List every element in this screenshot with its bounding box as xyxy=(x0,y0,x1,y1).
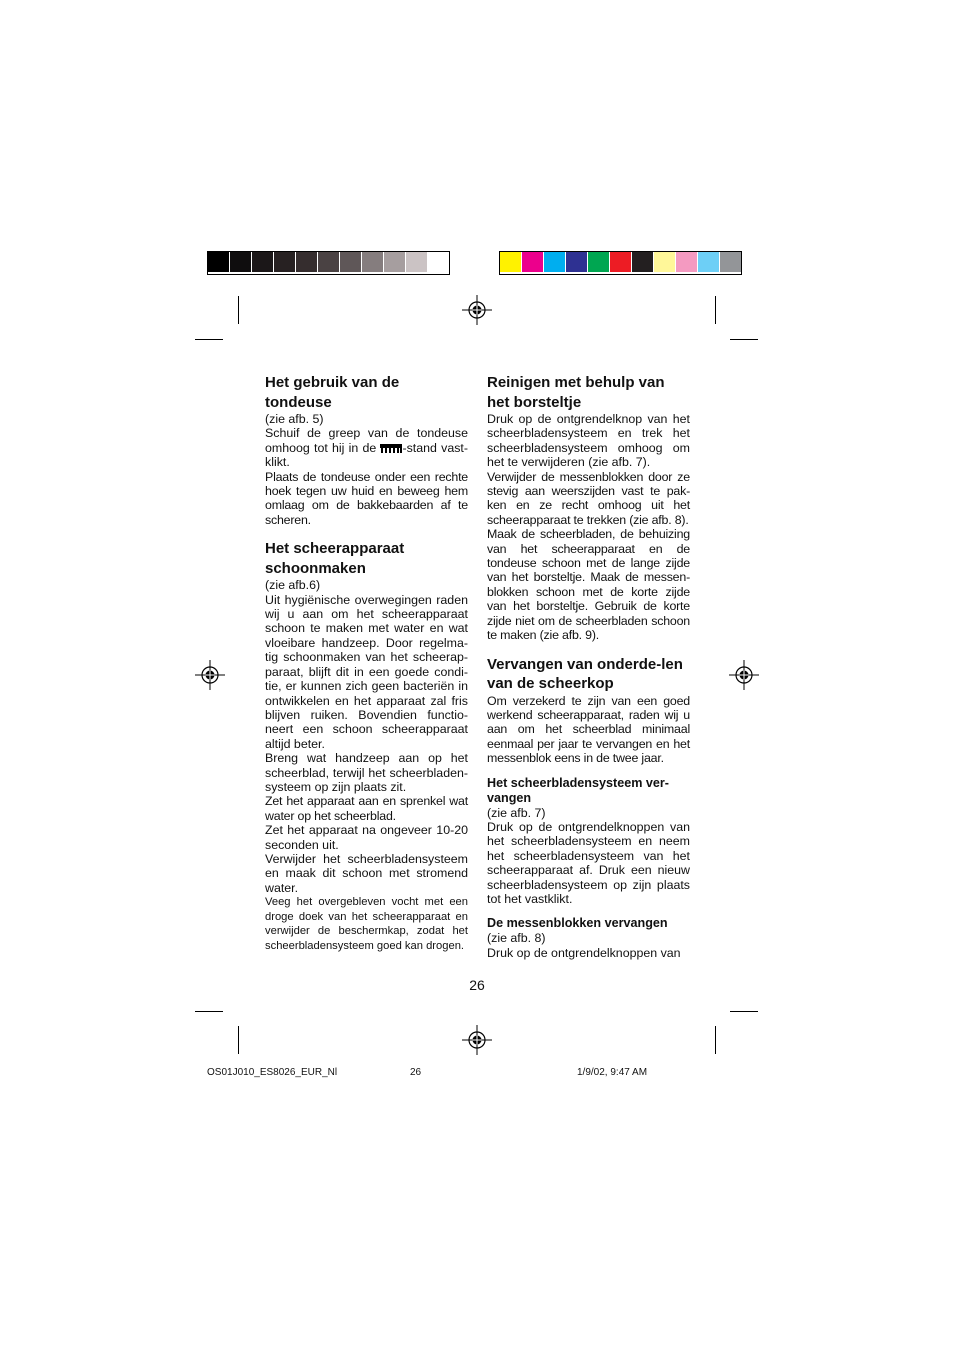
color-swatch xyxy=(274,252,296,272)
footer-page: 26 xyxy=(410,1067,422,1078)
paragraph: Maak de scheerbladen, de behuizing van het scheerapparaat en de tondeuse schoon met de lange zijde van het borsteltje. Maak de messen-blokken schoon met de korte zijde van het borsteltje. Gebruik de korte zijde niet om de scheerbladen schoon te maken (zie afb. 9). xyxy=(487,527,690,643)
left-column xyxy=(265,373,468,953)
figure-reference: (zie afb. 8) xyxy=(487,931,546,946)
paragraph: Zet het apparaat na ongeveer 10-20 seconden uit. xyxy=(265,823,468,852)
color-swatch xyxy=(252,252,274,272)
paragraph: Schuif de greep van de tondeuse omhoog tot hij in de -stand vast-klikt. xyxy=(265,426,468,470)
color-swatch xyxy=(230,252,252,272)
section-title: Reinigen met behulp van het borsteltje xyxy=(487,374,665,411)
color-swatch xyxy=(676,252,698,272)
paragraph: Zet het apparaat aan en sprenkel wat water op het scheerblad. xyxy=(265,794,468,823)
figure-reference: (zie afb.6) xyxy=(265,578,321,593)
registration-target-icon xyxy=(729,660,759,690)
crop-mark xyxy=(715,1026,716,1054)
color-swatch xyxy=(500,252,522,272)
figure-reference: (zie afb. 7) xyxy=(487,805,546,820)
subsection-title: Het scheerbladensysteem ver-vangen xyxy=(487,775,670,805)
registration-target-icon xyxy=(462,1025,492,1055)
color-swatch xyxy=(588,252,610,272)
paragraph: Uit hygiënische overwegingen raden wij u aan om het scheerapparaat schoon te maken met water en wat vloeibare handzeep. Door regelma-tig schoonmaken van het scheerap-paraat, blijft dit in een goede condi-tie, er kunnen zich geen bacteriën in ontwikkelen en het apparaat zal fris blijven ruiken. Bovendien functio-neert een schoon scheerapparaat altijd beter. xyxy=(265,592,468,751)
color-calibration-strip xyxy=(499,251,742,275)
page-number: 26 xyxy=(469,977,485,993)
crop-mark xyxy=(730,339,758,340)
crop-mark xyxy=(238,1026,239,1054)
section-title: Vervangen van onderde-len van de scheerkop xyxy=(487,655,683,692)
paragraph: Veeg het overgebleven vocht met een droge doek van het scheerapparaat en verwijder de beschermkap, zodat het scheerbladensysteem goed kan drogen. xyxy=(265,896,468,952)
color-swatch xyxy=(720,252,741,272)
color-swatch xyxy=(428,252,449,272)
color-swatch xyxy=(654,252,676,272)
color-swatch xyxy=(362,252,384,272)
right-column xyxy=(487,373,690,960)
crop-mark xyxy=(730,1011,758,1012)
section-title: Het gebruik van de tondeuse xyxy=(265,374,400,411)
paragraph: Verwijder het scheerbladensysteem en maak dit schoon met stromend water. xyxy=(265,851,468,895)
crop-mark xyxy=(238,296,239,324)
registration-target-icon xyxy=(462,295,492,325)
color-swatch xyxy=(296,252,318,272)
color-swatch xyxy=(632,252,654,272)
registration-target-icon xyxy=(195,660,225,690)
color-swatch xyxy=(406,252,428,272)
trimmer-comb-icon xyxy=(380,444,402,453)
paragraph: Verwijder de messenblokken door ze stevig aan weerszijden vast te pak-ken en ze recht omhoog uit het scheerapparaat te trekken (zie afb. 8). xyxy=(487,469,690,527)
section-title: Het scheerapparaat schoonmaken xyxy=(265,540,405,577)
paragraph: Om verzekerd te zijn van een goed werkend scheerapparaat, raden wij u aan om het scheerblad minimaal eenmaal per jaar te vervangen en het messenblok eens in de twee jaar. xyxy=(487,693,690,766)
color-swatch xyxy=(566,252,588,272)
color-swatch xyxy=(318,252,340,272)
crop-mark xyxy=(715,296,716,324)
color-swatch xyxy=(208,252,230,272)
color-swatch xyxy=(544,252,566,272)
paragraph: Druk op de ontgrendelknop van het scheerbladensysteem en trek het scheerbladensysteem omhoog om het te verwijderen (zie afb. 7). xyxy=(487,412,690,470)
paragraph: Plaats de tondeuse onder een rechte hoek tegen uw huid en beweeg hem omlaag om de bakkebaarden af te scheren. xyxy=(265,469,468,527)
gray-calibration-strip xyxy=(207,251,450,275)
color-swatch xyxy=(698,252,720,272)
crop-mark xyxy=(195,1011,223,1012)
paragraph: Breng wat handzeep aan op het scheerblad, terwijl het scheerbladen-systeem op zijn plaats zit. xyxy=(265,751,468,794)
crop-mark xyxy=(195,339,223,340)
footer-filename: OS01J010_ES8026_EUR_Nl xyxy=(207,1067,338,1078)
color-swatch xyxy=(610,252,632,272)
paragraph: Druk op de ontgrendelknoppen van het scheerbladensysteem en neem het scheerbladensysteem van het scheerapparaat af. Druk een nieuw scheerbladensysteem op zijn plaats tot het vastklikt. xyxy=(487,819,690,906)
paragraph: Druk op de ontgrendelknoppen van xyxy=(487,945,681,960)
color-swatch xyxy=(522,252,544,272)
color-swatch xyxy=(340,252,362,272)
subsection-title: De messenblokken vervangen xyxy=(487,916,668,931)
color-swatch xyxy=(384,252,406,272)
figure-reference: (zie afb. 5) xyxy=(265,412,324,426)
footer-date: 1/9/02, 9:47 AM xyxy=(577,1067,648,1078)
